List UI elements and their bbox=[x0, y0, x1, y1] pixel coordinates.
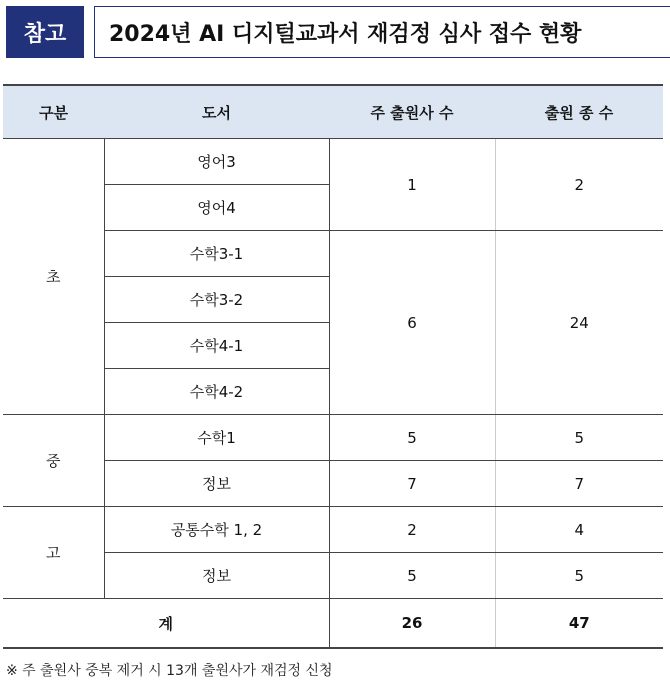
table-row bbox=[3, 415, 663, 461]
column-header-book: 도서 bbox=[104, 85, 329, 139]
book-cell: 수학1 bbox=[104, 415, 329, 461]
footnote: ※ 주 출원사 중복 제거 시 13개 출원사가 재검정 신청 bbox=[6, 663, 333, 679]
book-cell: 수학4-2 bbox=[104, 369, 329, 415]
submission-status-table bbox=[3, 84, 663, 649]
reference-badge: 참고 bbox=[6, 6, 84, 58]
total-publishers: 26 bbox=[329, 599, 495, 649]
title-count-cell: 24 bbox=[495, 231, 663, 415]
header bbox=[6, 6, 664, 58]
book-cell: 수학3-2 bbox=[104, 277, 329, 323]
total-titles: 47 bbox=[495, 599, 663, 649]
total-label: 계 bbox=[3, 599, 329, 649]
publisher-count-cell: 1 bbox=[329, 139, 495, 231]
publisher-count-cell: 5 bbox=[329, 415, 495, 461]
column-header-category: 구분 bbox=[3, 85, 104, 139]
book-cell: 영어3 bbox=[104, 139, 329, 185]
book-cell: 정보 bbox=[104, 461, 329, 507]
table-header-row bbox=[3, 85, 663, 139]
title-count-cell: 7 bbox=[495, 461, 663, 507]
column-header-titles: 출원 종 수 bbox=[495, 85, 663, 139]
book-cell: 영어4 bbox=[104, 185, 329, 231]
total-row bbox=[3, 599, 663, 649]
table-row bbox=[3, 507, 663, 553]
group-label-middle: 중 bbox=[3, 415, 104, 507]
group-label-high: 고 bbox=[3, 507, 104, 599]
table-row bbox=[3, 139, 663, 185]
title-count-cell: 2 bbox=[495, 139, 663, 231]
page-title: 2024년 AI 디지털교과서 재검정 심사 접수 현황 bbox=[94, 6, 670, 58]
book-cell: 정보 bbox=[104, 553, 329, 599]
publisher-count-cell: 5 bbox=[329, 553, 495, 599]
title-count-cell: 4 bbox=[495, 507, 663, 553]
publisher-count-cell: 6 bbox=[329, 231, 495, 415]
title-count-cell: 5 bbox=[495, 553, 663, 599]
publisher-count-cell: 7 bbox=[329, 461, 495, 507]
book-cell: 수학3-1 bbox=[104, 231, 329, 277]
column-header-publishers: 주 출원사 수 bbox=[329, 85, 495, 139]
title-count-cell: 5 bbox=[495, 415, 663, 461]
group-label-elementary: 초 bbox=[3, 139, 104, 415]
book-cell: 공통수학 1, 2 bbox=[104, 507, 329, 553]
book-cell: 수학4-1 bbox=[104, 323, 329, 369]
publisher-count-cell: 2 bbox=[329, 507, 495, 553]
